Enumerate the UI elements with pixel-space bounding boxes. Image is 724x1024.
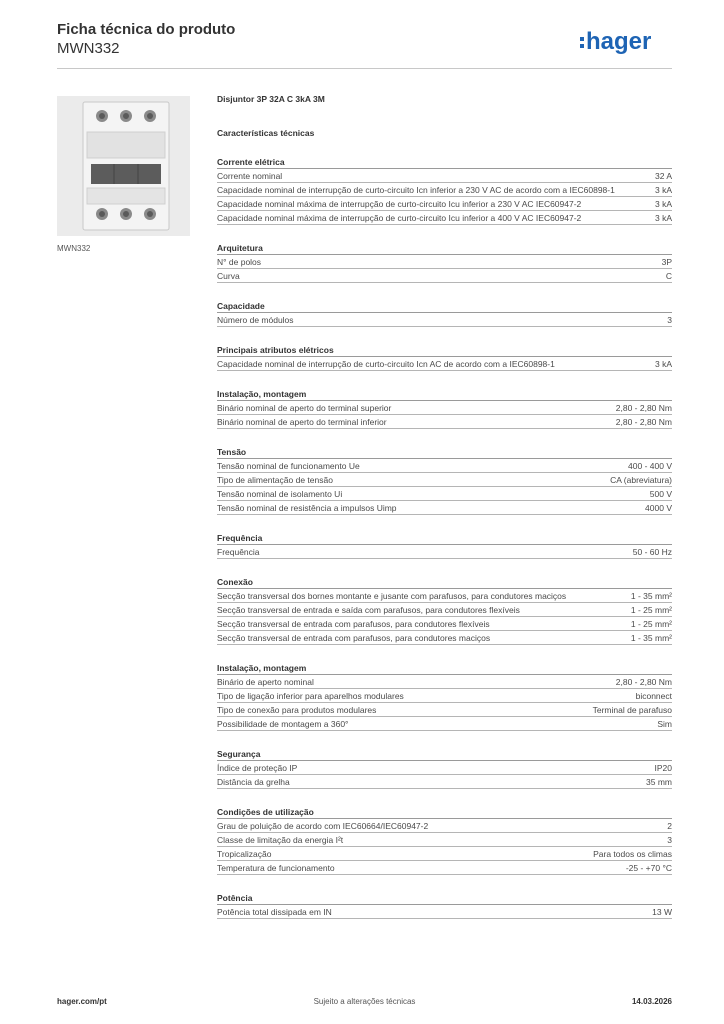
spec-label: Índice de proteção IP xyxy=(217,763,298,773)
spec-value: 1 - 35 mm² xyxy=(630,633,672,643)
section-title: Segurança xyxy=(217,749,672,761)
spec-row xyxy=(217,847,672,861)
section-spacer xyxy=(217,515,672,529)
spec-value: Terminal de parafuso xyxy=(592,705,672,715)
product-image xyxy=(57,96,190,236)
spec-value: 50 - 60 Hz xyxy=(632,547,672,557)
spec-label: Secção transversal de entrada e saída com parafusos, para condutores flexíveis xyxy=(217,605,520,615)
spec-row xyxy=(217,833,672,847)
spec-row xyxy=(217,501,672,515)
spec-label: Possibilidade de montagem a 360° xyxy=(217,719,349,729)
section-title: Arquitetura xyxy=(217,243,672,255)
section-title: Condições de utilização xyxy=(217,807,672,819)
spec-row xyxy=(217,169,672,183)
spec-value: 500 V xyxy=(649,489,672,499)
document-title: Ficha técnica do produto xyxy=(57,21,236,38)
section-title: Tensão xyxy=(217,447,672,459)
section-spacer xyxy=(217,139,672,153)
spec-row xyxy=(217,197,672,211)
spec-row xyxy=(217,819,672,833)
spec-value: 2,80 - 2,80 Nm xyxy=(615,403,672,413)
spec-label: Tropicalização xyxy=(217,849,272,859)
section-spacer xyxy=(217,875,672,889)
spec-row xyxy=(217,689,672,703)
spec-row xyxy=(217,401,672,415)
spec-row xyxy=(217,211,672,225)
spec-row xyxy=(217,545,672,559)
spec-label: Corrente nominal xyxy=(217,171,283,181)
section-spacer xyxy=(217,789,672,803)
spec-row xyxy=(217,183,672,197)
spec-label: Capacidade nominal de interrupção de curto-circuito Icn AC de acordo com a IEC60898-1 xyxy=(217,359,555,369)
spec-row xyxy=(217,631,672,645)
spec-content xyxy=(217,94,672,919)
spec-row xyxy=(217,589,672,603)
spec-label: Secção transversal dos bornes montante e jusante com parafusos, para condutores maciços xyxy=(217,591,567,601)
section-title: Potência xyxy=(217,893,672,905)
spec-label: Classe de limitação da energia I²t xyxy=(217,835,344,845)
brand-wordmark: hager xyxy=(586,29,652,55)
spec-label: Secção transversal de entrada com parafusos, para condutores flexíveis xyxy=(217,619,490,629)
footer-website-link[interactable]: hager.com/pt xyxy=(57,997,107,1006)
spec-value: 3 xyxy=(667,315,672,325)
spec-row xyxy=(217,255,672,269)
spec-label: Tipo de alimentação de tensão xyxy=(217,475,333,485)
spec-row xyxy=(217,459,672,473)
section-spacer xyxy=(217,371,672,385)
spec-row xyxy=(217,357,672,371)
footer-notice: Sujeito a alterações técnicas xyxy=(313,997,416,1006)
spec-row xyxy=(217,603,672,617)
spec-row xyxy=(217,473,672,487)
spec-row xyxy=(217,717,672,731)
spec-label: Capacidade nominal de interrupção de curto-circuito Icn inferior a 230 V AC de acordo com a IEC60898-1 xyxy=(217,185,615,195)
spec-row xyxy=(217,675,672,689)
section-spacer xyxy=(217,327,672,341)
spec-label: Binário nominal de aperto do terminal inferior xyxy=(217,417,387,427)
spec-label: Binário de aperto nominal xyxy=(217,677,314,687)
spec-value: 3 kA xyxy=(654,199,672,209)
spec-label: Grau de poluição de acordo com IEC60664/IEC60947-2 xyxy=(217,821,429,831)
section-title: Instalação, montagem xyxy=(217,389,672,401)
product-description: Disjuntor 3P 32A C 3kA 3M xyxy=(217,94,325,104)
spec-value: Para todos os climas xyxy=(593,849,672,859)
section-title: Frequência xyxy=(217,533,672,545)
spec-value: 1 - 25 mm² xyxy=(630,605,672,615)
spec-row xyxy=(217,703,672,717)
spec-label: Número de módulos xyxy=(217,315,294,325)
spec-label: Distância da grelha xyxy=(217,777,290,787)
section-spacer xyxy=(217,645,672,659)
spec-label: Curva xyxy=(217,271,240,281)
spec-value: 2,80 - 2,80 Nm xyxy=(615,417,672,427)
spec-value: -25 - +70 °C xyxy=(625,863,672,873)
spec-value: 4000 V xyxy=(645,503,672,513)
section-spacer xyxy=(217,429,672,443)
spec-row xyxy=(217,415,672,429)
section-title: Principais atributos elétricos xyxy=(217,345,672,357)
spec-label: Frequência xyxy=(217,547,260,557)
spec-label: Secção transversal de entrada com parafusos, para condutores maciços xyxy=(217,633,491,643)
spec-value: CA (abreviatura) xyxy=(610,475,672,485)
image-caption: MWN332 xyxy=(57,244,91,253)
section-title: Capacidade xyxy=(217,301,672,313)
spec-value: C xyxy=(665,271,672,281)
spec-value: IP20 xyxy=(654,763,672,773)
spec-value: 1 - 25 mm² xyxy=(630,619,672,629)
spec-label: Capacidade nominal máxima de interrupção de curto-circuito Icu inferior a 230 V AC IEC60947-2 xyxy=(217,199,582,209)
spec-value: 3 xyxy=(667,835,672,845)
spec-sections xyxy=(217,128,672,919)
spec-row xyxy=(217,775,672,789)
header-divider xyxy=(57,68,672,69)
spec-value: 400 - 400 V xyxy=(628,461,672,471)
spec-row xyxy=(217,905,672,919)
spec-value: 13 W xyxy=(652,907,672,917)
spec-row xyxy=(217,861,672,875)
spec-label: Tensão nominal de funcionamento Ue xyxy=(217,461,360,471)
spec-value: 35 mm xyxy=(646,777,672,787)
spec-value: 32 A xyxy=(654,171,672,181)
document-header xyxy=(57,20,235,58)
spec-label: Capacidade nominal máxima de interrupção de curto-circuito Icu inferior a 400 V AC IEC60947-2 xyxy=(217,213,582,223)
section-title: Instalação, montagem xyxy=(217,663,672,675)
spec-value: 1 - 35 mm² xyxy=(630,591,672,601)
hager-logo xyxy=(580,29,672,59)
spec-value: 2,80 - 2,80 Nm xyxy=(615,677,672,687)
spec-row xyxy=(217,761,672,775)
spec-value: 3 kA xyxy=(654,185,672,195)
spec-row xyxy=(217,313,672,327)
spec-value: 3 kA xyxy=(654,213,672,223)
spec-row xyxy=(217,269,672,283)
section-spacer xyxy=(217,559,672,573)
spec-row xyxy=(217,617,672,631)
section-title: Características técnicas xyxy=(217,128,315,138)
spec-value: Sim xyxy=(657,719,672,729)
spec-label: Tensão nominal de isolamento Ui xyxy=(217,489,343,499)
section-spacer xyxy=(217,731,672,745)
spec-value: 3 kA xyxy=(654,359,672,369)
section-title: Corrente elétrica xyxy=(217,157,672,169)
spec-label: Temperatura de funcionamento xyxy=(217,863,335,873)
spec-label: N° de polos xyxy=(217,257,262,267)
product-code: MWN332 xyxy=(57,40,120,57)
section-spacer xyxy=(217,283,672,297)
spec-label: Tipo de ligação inferior para aparelhos modulares xyxy=(217,691,404,701)
spec-label: Tensão nominal de resistência a impulsos Uimp xyxy=(217,503,397,513)
spec-value: biconnect xyxy=(635,691,672,701)
spec-label: Potência total dissipada em IN xyxy=(217,907,332,917)
spec-label: Binário nominal de aperto do terminal superior xyxy=(217,403,392,413)
spec-value: 3P xyxy=(661,257,672,267)
spec-value: 2 xyxy=(667,821,672,831)
spec-label: Tipo de conexão para produtos modulares xyxy=(217,705,377,715)
section-spacer xyxy=(217,225,672,239)
spec-row xyxy=(217,487,672,501)
footer-date: 14.03.2026 xyxy=(631,997,672,1006)
section-title: Conexão xyxy=(217,577,672,589)
